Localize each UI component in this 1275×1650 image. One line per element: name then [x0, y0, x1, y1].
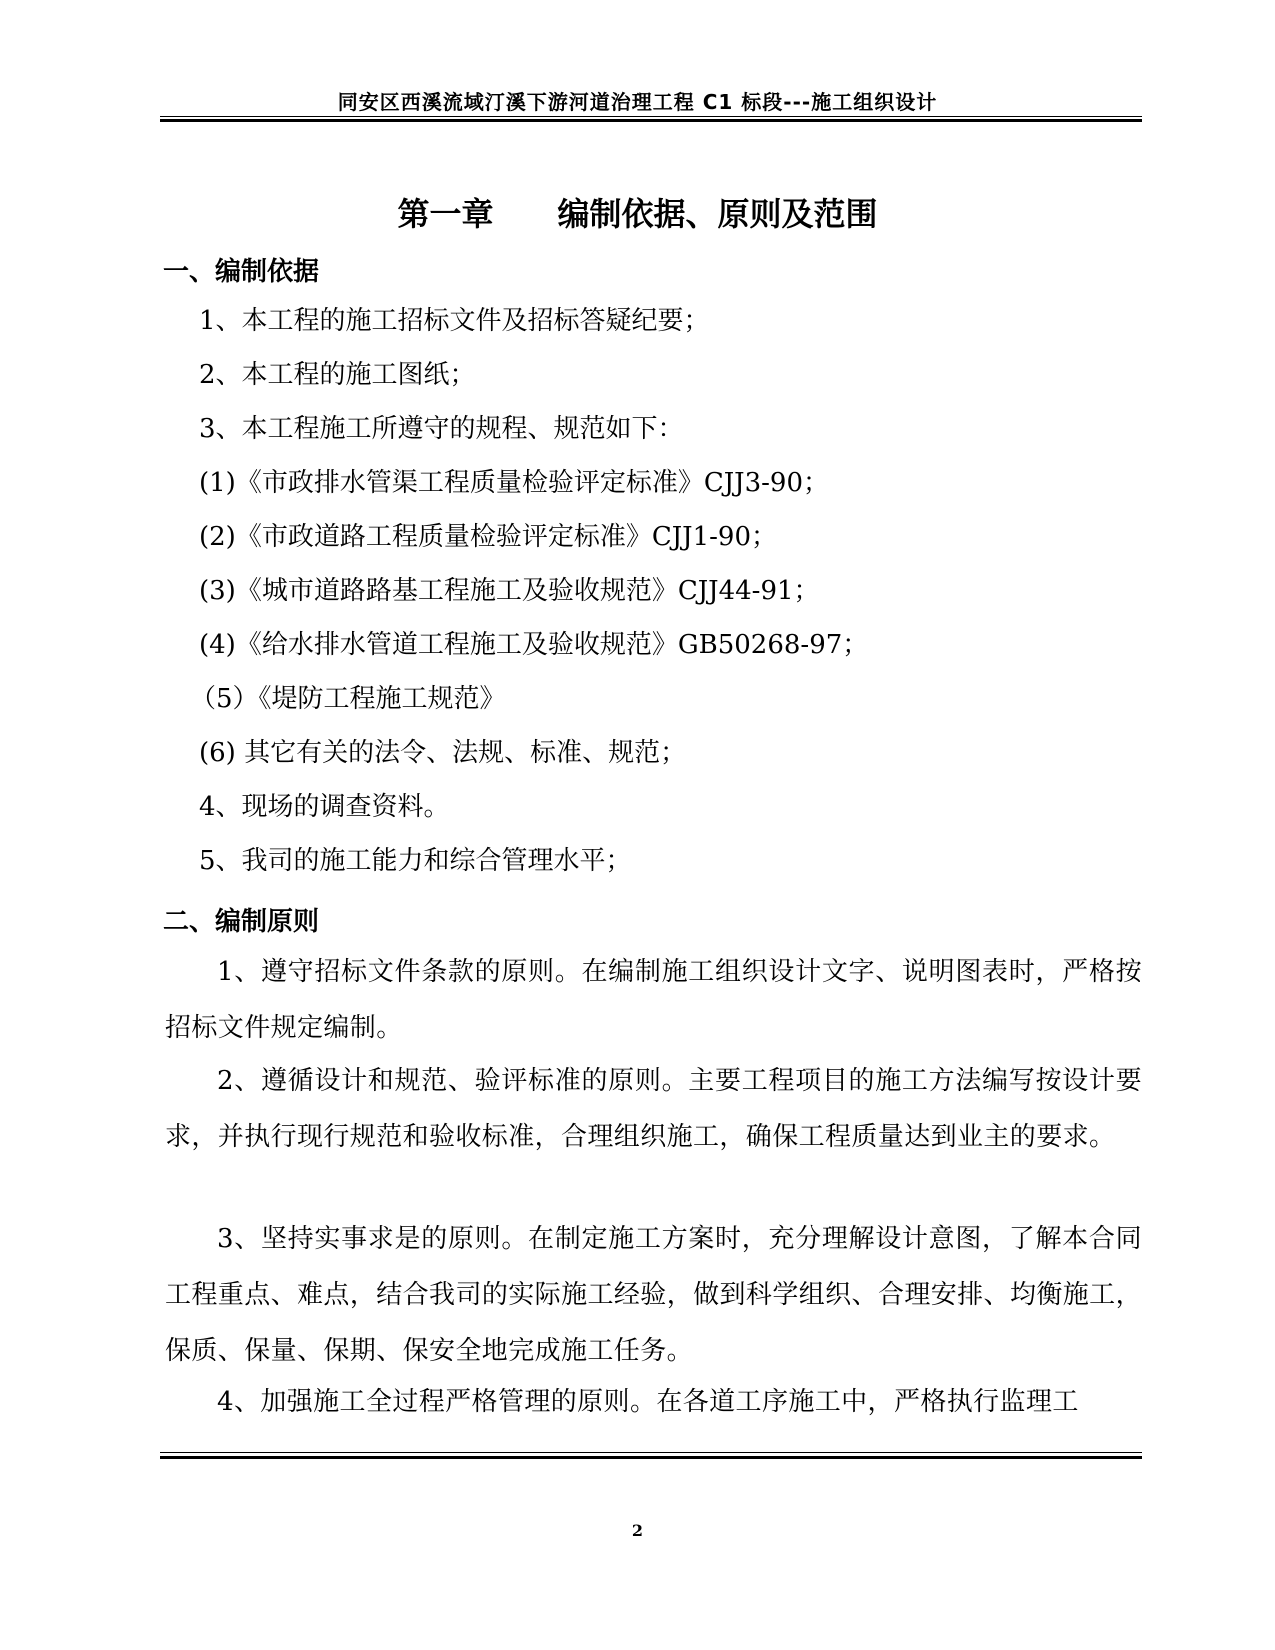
list-item: (3)《城市道路路基工程施工及验收规范》CJJ44-91；	[199, 576, 820, 606]
list-item: (1)《市政排水管渠工程质量检验评定标准》CJJ3-90；	[199, 468, 829, 498]
list-item: (4)《给水排水管道工程施工及验收规范》GB50268-97；	[199, 630, 869, 660]
principle-paragraph: 1、遵守招标文件条款的原则。在编制施工组织设计文字、说明图表时，严格按招标文件规定编制。	[165, 957, 1142, 1043]
chapter-name: 编制依据、原则及范围	[557, 195, 878, 233]
footer-rule-thin	[160, 1452, 1142, 1453]
section-heading-basis: 一、编制依据	[163, 257, 320, 287]
principle-paragraph: 3、坚持实事求是的原则。在制定施工方案时，充分理解设计意图，了解本合同工程重点、难点，结合我司的实际施工经验，做到科学组织、合理安排、均衡施工，保质、保量、保期、保安全地完成施工任务。	[165, 1224, 1142, 1366]
header-rule-thick	[160, 119, 1142, 122]
chapter-title	[0, 189, 1275, 235]
list-item: 3、本工程施工所遵守的规程、规范如下：	[199, 414, 684, 444]
footer-rule-thick	[160, 1456, 1142, 1459]
list-item: 2、本工程的施工图纸；	[199, 360, 476, 390]
page-header: 同安区西溪流域汀溪下游河道治理工程 C1 标段---施工组织设计	[337, 90, 938, 114]
header-rule-thin	[160, 116, 1142, 117]
list-item: （5）《堤防工程施工规范》	[190, 684, 506, 714]
list-item: 1、本工程的施工招标文件及招标答疑纪要；	[199, 306, 710, 336]
principle-paragraph: 4、加强施工全过程严格管理的原则。在各道工序施工中，严格执行监理工	[217, 1387, 1079, 1417]
page-number: 2	[631, 1521, 644, 1540]
list-item: 5、我司的施工能力和综合管理水平；	[199, 846, 632, 876]
principle-paragraph: 2、遵循设计和规范、验评标准的原则。主要工程项目的施工方法编写按设计要求，并执行现行规范和验收标准，合理组织施工，确保工程质量达到业主的要求。	[165, 1066, 1142, 1152]
list-item: 4、现场的调查资料。	[199, 792, 450, 822]
section-heading-principles: 二、编制原则	[163, 907, 320, 937]
list-item: (2)《市政道路工程质量检验评定标准》CJJ1-90；	[199, 522, 777, 552]
chapter-number: 第一章	[397, 195, 494, 233]
list-item: (6) 其它有关的法令、法规、标准、规范；	[199, 738, 687, 768]
